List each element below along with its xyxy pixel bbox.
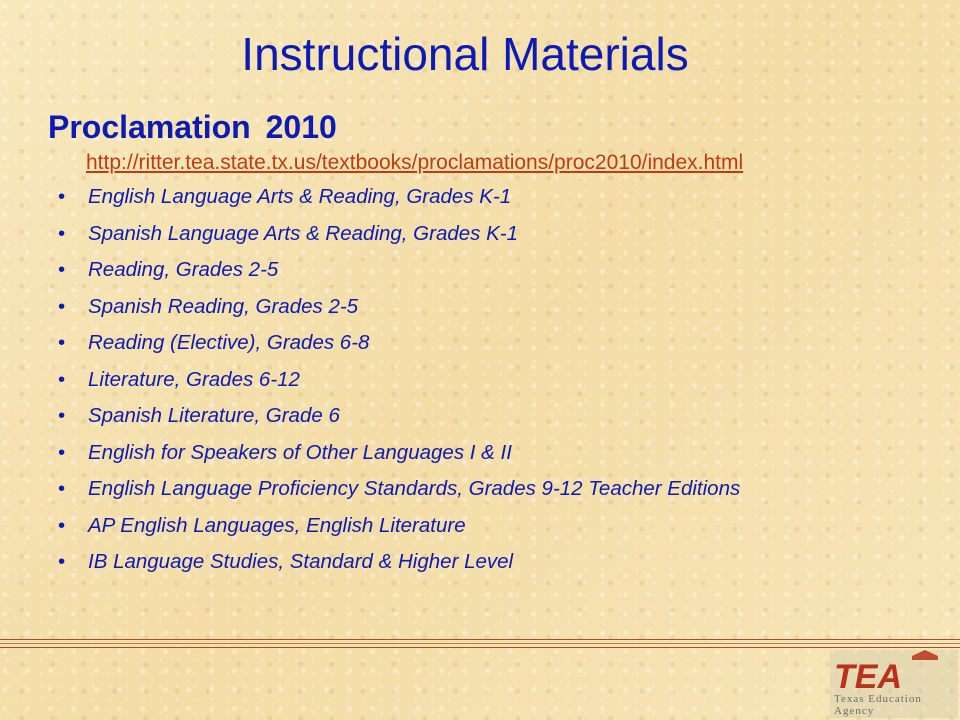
bullet-icon: •: [58, 258, 66, 281]
bullet-icon: •: [58, 440, 66, 464]
list-item-text: Spanish Literature, Grade 6: [88, 404, 340, 427]
list-item-text: English Language Arts & Reading, Grades K-1: [88, 185, 512, 208]
bullet-icon: •: [58, 404, 66, 427]
materials-list: [58, 184, 878, 586]
tea-logo-line1: Texas Education: [834, 693, 922, 705]
list-item: [58, 184, 878, 210]
list-item: [58, 476, 878, 502]
footer-divider: [0, 643, 960, 644]
tea-logo-mark: TEA: [834, 658, 902, 696]
list-item-text: English Language Proficiency Standards, Grades 9-12 Teacher Editions: [88, 477, 741, 500]
bullet-icon: •: [58, 367, 66, 391]
list-item: [58, 513, 878, 539]
list-item: [58, 221, 878, 247]
footer-divider: [0, 639, 960, 640]
list-item-text: English for Speakers of Other Languages I & II: [88, 440, 512, 464]
footer-divider: [0, 647, 960, 648]
list-item-text: Literature, Grades 6-12: [88, 367, 300, 391]
bullet-icon: •: [58, 294, 66, 318]
proclamation-link[interactable]: http://ritter.tea.state.tx.us/textbooks/proclamations/proc2010/index.html: [86, 151, 744, 174]
tea-logo: [830, 650, 958, 718]
section-heading: Proclamation 2010: [48, 109, 337, 145]
list-item-text: Spanish Language Arts & Reading, Grades K-1: [88, 221, 519, 245]
list-item-text: Spanish Reading, Grades 2-5: [88, 294, 359, 318]
list-item-text: AP English Languages, English Literature: [88, 513, 466, 537]
bullet-icon: •: [58, 185, 66, 208]
list-item: [58, 403, 878, 429]
slide-title: Instructional Materials: [241, 28, 689, 80]
list-item-text: Reading, Grades 2-5: [88, 258, 279, 281]
list-item: [58, 367, 878, 393]
list-item: [58, 440, 878, 466]
bullet-icon: •: [58, 550, 66, 573]
bullet-icon: •: [58, 513, 66, 537]
list-item: [58, 257, 878, 283]
tea-logo-line2: Agency: [834, 705, 875, 717]
bullet-icon: •: [58, 477, 66, 500]
list-item-text: IB Language Studies, Standard & Higher Level: [88, 550, 514, 573]
list-item: [58, 330, 878, 356]
list-item: [58, 549, 878, 575]
list-item-text: Reading (Elective), Grades 6-8: [88, 331, 370, 354]
bullet-icon: •: [58, 331, 66, 354]
list-item: [58, 294, 878, 320]
bullet-icon: •: [58, 221, 66, 245]
